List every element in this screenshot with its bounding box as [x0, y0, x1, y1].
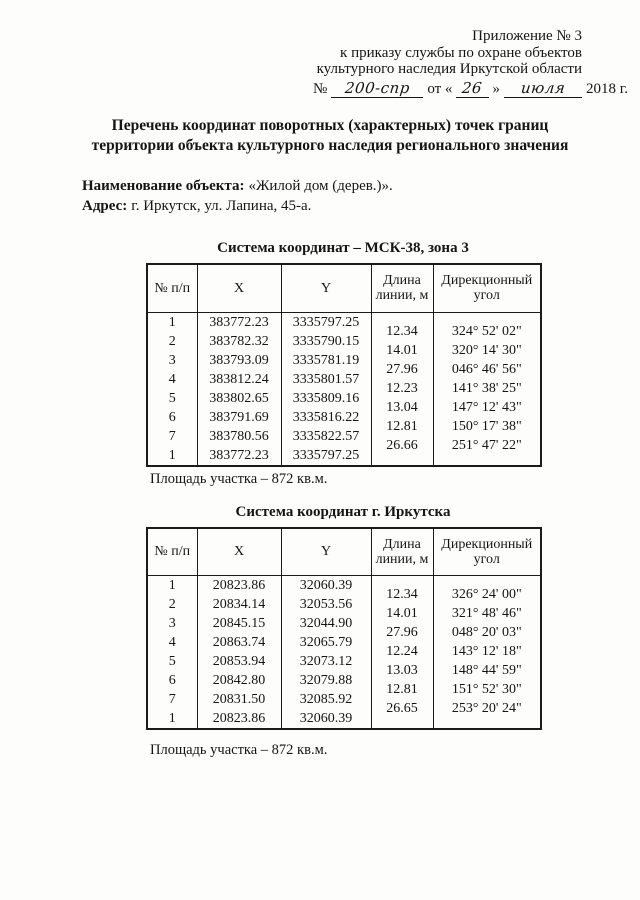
point-number: 5	[147, 652, 197, 671]
directional-angle: 251° 47' 22"	[451, 437, 522, 453]
line-length: 13.04	[386, 399, 418, 415]
directional-angle: 143° 12' 18"	[451, 644, 522, 659]
appendix-line-3: культурного наследия Иркутской области	[316, 61, 582, 77]
point-number: 7	[147, 427, 197, 446]
point-y: 3335797.25	[281, 446, 371, 466]
point-x: 20823.86	[197, 576, 281, 596]
col-header-point-number: № п/п	[147, 528, 197, 576]
line-length: 27.96	[386, 625, 418, 640]
order-month-blank	[504, 80, 582, 99]
order-year: 2018 г.	[586, 80, 628, 97]
line-length: 12.34	[386, 323, 418, 339]
point-y: 32065.79	[281, 633, 371, 652]
table-row	[147, 312, 541, 332]
point-y: 32085.92	[281, 690, 371, 709]
point-number: 4	[147, 370, 197, 389]
col-header-point-number: № п/п	[147, 264, 197, 312]
line-lengths-column	[371, 312, 433, 466]
directional-angle: 141° 38' 25"	[451, 380, 522, 396]
directional-angle: 150° 17' 38"	[451, 418, 522, 434]
appendix-line-2: к приказу службы по охране объектов	[340, 44, 582, 61]
point-number: 1	[147, 709, 197, 729]
order-number-sign: №	[313, 80, 328, 97]
directional-angle: 148° 44' 59"	[451, 663, 522, 678]
point-y: 3335801.57	[281, 370, 371, 389]
order-number-handwritten: 200-спр	[343, 78, 411, 97]
point-y: 3335816.22	[281, 408, 371, 427]
point-y: 32060.39	[281, 576, 371, 596]
object-info-block	[82, 176, 640, 216]
col-header-line-length: Длина линии, м	[371, 528, 433, 576]
appendix-line-1: Приложение № 3	[472, 28, 582, 44]
point-x: 20831.50	[197, 690, 281, 709]
point-x: 383791.69	[197, 408, 281, 427]
point-number: 2	[147, 595, 197, 614]
point-number: 4	[147, 633, 197, 652]
point-number: 2	[147, 332, 197, 351]
area-note-1: Площадь участка – 872 кв.м.	[150, 470, 328, 487]
line-length: 14.01	[386, 606, 418, 621]
table-row	[147, 576, 541, 596]
directional-angle: 326° 24' 00"	[451, 587, 522, 602]
line-length: 27.96	[386, 361, 418, 377]
object-name-label: Наименование объекта:	[82, 178, 245, 194]
directional-angle: 253° 20' 24"	[451, 701, 522, 716]
line-length: 26.65	[386, 701, 418, 716]
point-y: 32060.39	[281, 709, 371, 729]
line-length: 12.24	[386, 644, 418, 659]
point-y: 3335797.25	[281, 312, 371, 332]
coords-table-irkutsk	[146, 527, 542, 731]
col-header-y: Y	[281, 264, 371, 312]
point-x: 20853.94	[197, 652, 281, 671]
point-y: 3335809.16	[281, 389, 371, 408]
table-1-header-row	[147, 264, 541, 312]
line-length: 12.23	[386, 380, 418, 396]
page-title-line-2: территории объекта культурного наследия регионального значения	[91, 137, 569, 154]
order-day-blank	[456, 80, 488, 99]
point-number: 1	[147, 312, 197, 332]
line-length: 12.34	[386, 587, 418, 602]
order-day-handwritten: 26	[461, 78, 484, 97]
address-label: Адрес:	[82, 198, 128, 214]
directional-angle: 046° 46' 56"	[451, 361, 522, 377]
point-x: 383812.24	[197, 370, 281, 389]
point-number: 6	[147, 671, 197, 690]
point-x: 20863.74	[197, 633, 281, 652]
line-lengths-column	[371, 576, 433, 730]
point-x: 20842.80	[197, 671, 281, 690]
col-header-x: X	[197, 528, 281, 576]
point-x: 20845.15	[197, 614, 281, 633]
col-header-y: Y	[281, 528, 371, 576]
point-y: 3335822.57	[281, 427, 371, 446]
directional-angle: 324° 52' 02"	[451, 323, 522, 339]
directional-angle: 147° 12' 43"	[451, 399, 522, 415]
point-number: 7	[147, 690, 197, 709]
point-number: 3	[147, 351, 197, 370]
point-y: 32073.12	[281, 652, 371, 671]
line-length: 26.66	[386, 437, 418, 453]
order-line	[0, 80, 628, 99]
col-header-directional-angle: Дирекционный угол	[433, 264, 541, 312]
coords-table-msk38	[146, 263, 542, 467]
page-title-line-1: Перечень координат поворотных (характерных) точек границ	[111, 117, 549, 134]
directional-angle: 320° 14' 30"	[451, 342, 522, 358]
point-x: 383802.65	[197, 389, 281, 408]
object-name-value: «Жилой дом (дерев.)».	[248, 178, 393, 194]
table-2-title: Система координат г. Иркутска	[235, 503, 451, 520]
order-month-handwritten: июля	[519, 78, 567, 97]
area-note-2: Площадь участка – 872 кв.м.	[150, 742, 328, 758]
appendix-block	[0, 0, 628, 98]
col-header-line-length: Длина линии, м	[371, 264, 433, 312]
point-number: 1	[147, 576, 197, 596]
point-x: 383772.23	[197, 446, 281, 466]
col-header-x: X	[197, 264, 281, 312]
directional-angle: 048° 20' 03"	[451, 625, 522, 640]
directional-angles-column	[433, 312, 541, 466]
address-value: г. Иркутск, ул. Лапина, 45-а.	[131, 198, 312, 214]
point-number: 3	[147, 614, 197, 633]
point-number: 1	[147, 446, 197, 466]
directional-angle: 321° 48' 46"	[451, 606, 522, 621]
point-y: 3335781.19	[281, 351, 371, 370]
line-length: 14.01	[386, 342, 418, 358]
point-y: 32079.88	[281, 671, 371, 690]
directional-angle: 151° 52' 30"	[451, 682, 522, 697]
point-x: 20823.86	[197, 709, 281, 729]
point-y: 3335790.15	[281, 332, 371, 351]
directional-angles-column	[433, 576, 541, 730]
table-1-title: Система координат – МСК-38, зона 3	[217, 240, 469, 256]
table-2-header-row	[147, 528, 541, 576]
point-x: 383782.32	[197, 332, 281, 351]
point-number: 5	[147, 389, 197, 408]
col-header-directional-angle: Дирекционный угол	[433, 528, 541, 576]
point-number: 6	[147, 408, 197, 427]
point-x: 383780.56	[197, 427, 281, 446]
order-number-blank	[331, 80, 423, 99]
page-title	[50, 116, 610, 156]
point-y: 32053.56	[281, 595, 371, 614]
point-x: 383772.23	[197, 312, 281, 332]
point-y: 32044.90	[281, 614, 371, 633]
point-x: 20834.14	[197, 595, 281, 614]
point-x: 383793.09	[197, 351, 281, 370]
line-length: 13.03	[386, 663, 418, 678]
address-line	[82, 196, 640, 216]
object-name-line	[82, 176, 640, 196]
line-length: 12.81	[386, 682, 418, 697]
order-quote-close: »	[492, 80, 501, 97]
line-length: 12.81	[386, 418, 418, 434]
order-from-text: от «	[427, 80, 453, 97]
